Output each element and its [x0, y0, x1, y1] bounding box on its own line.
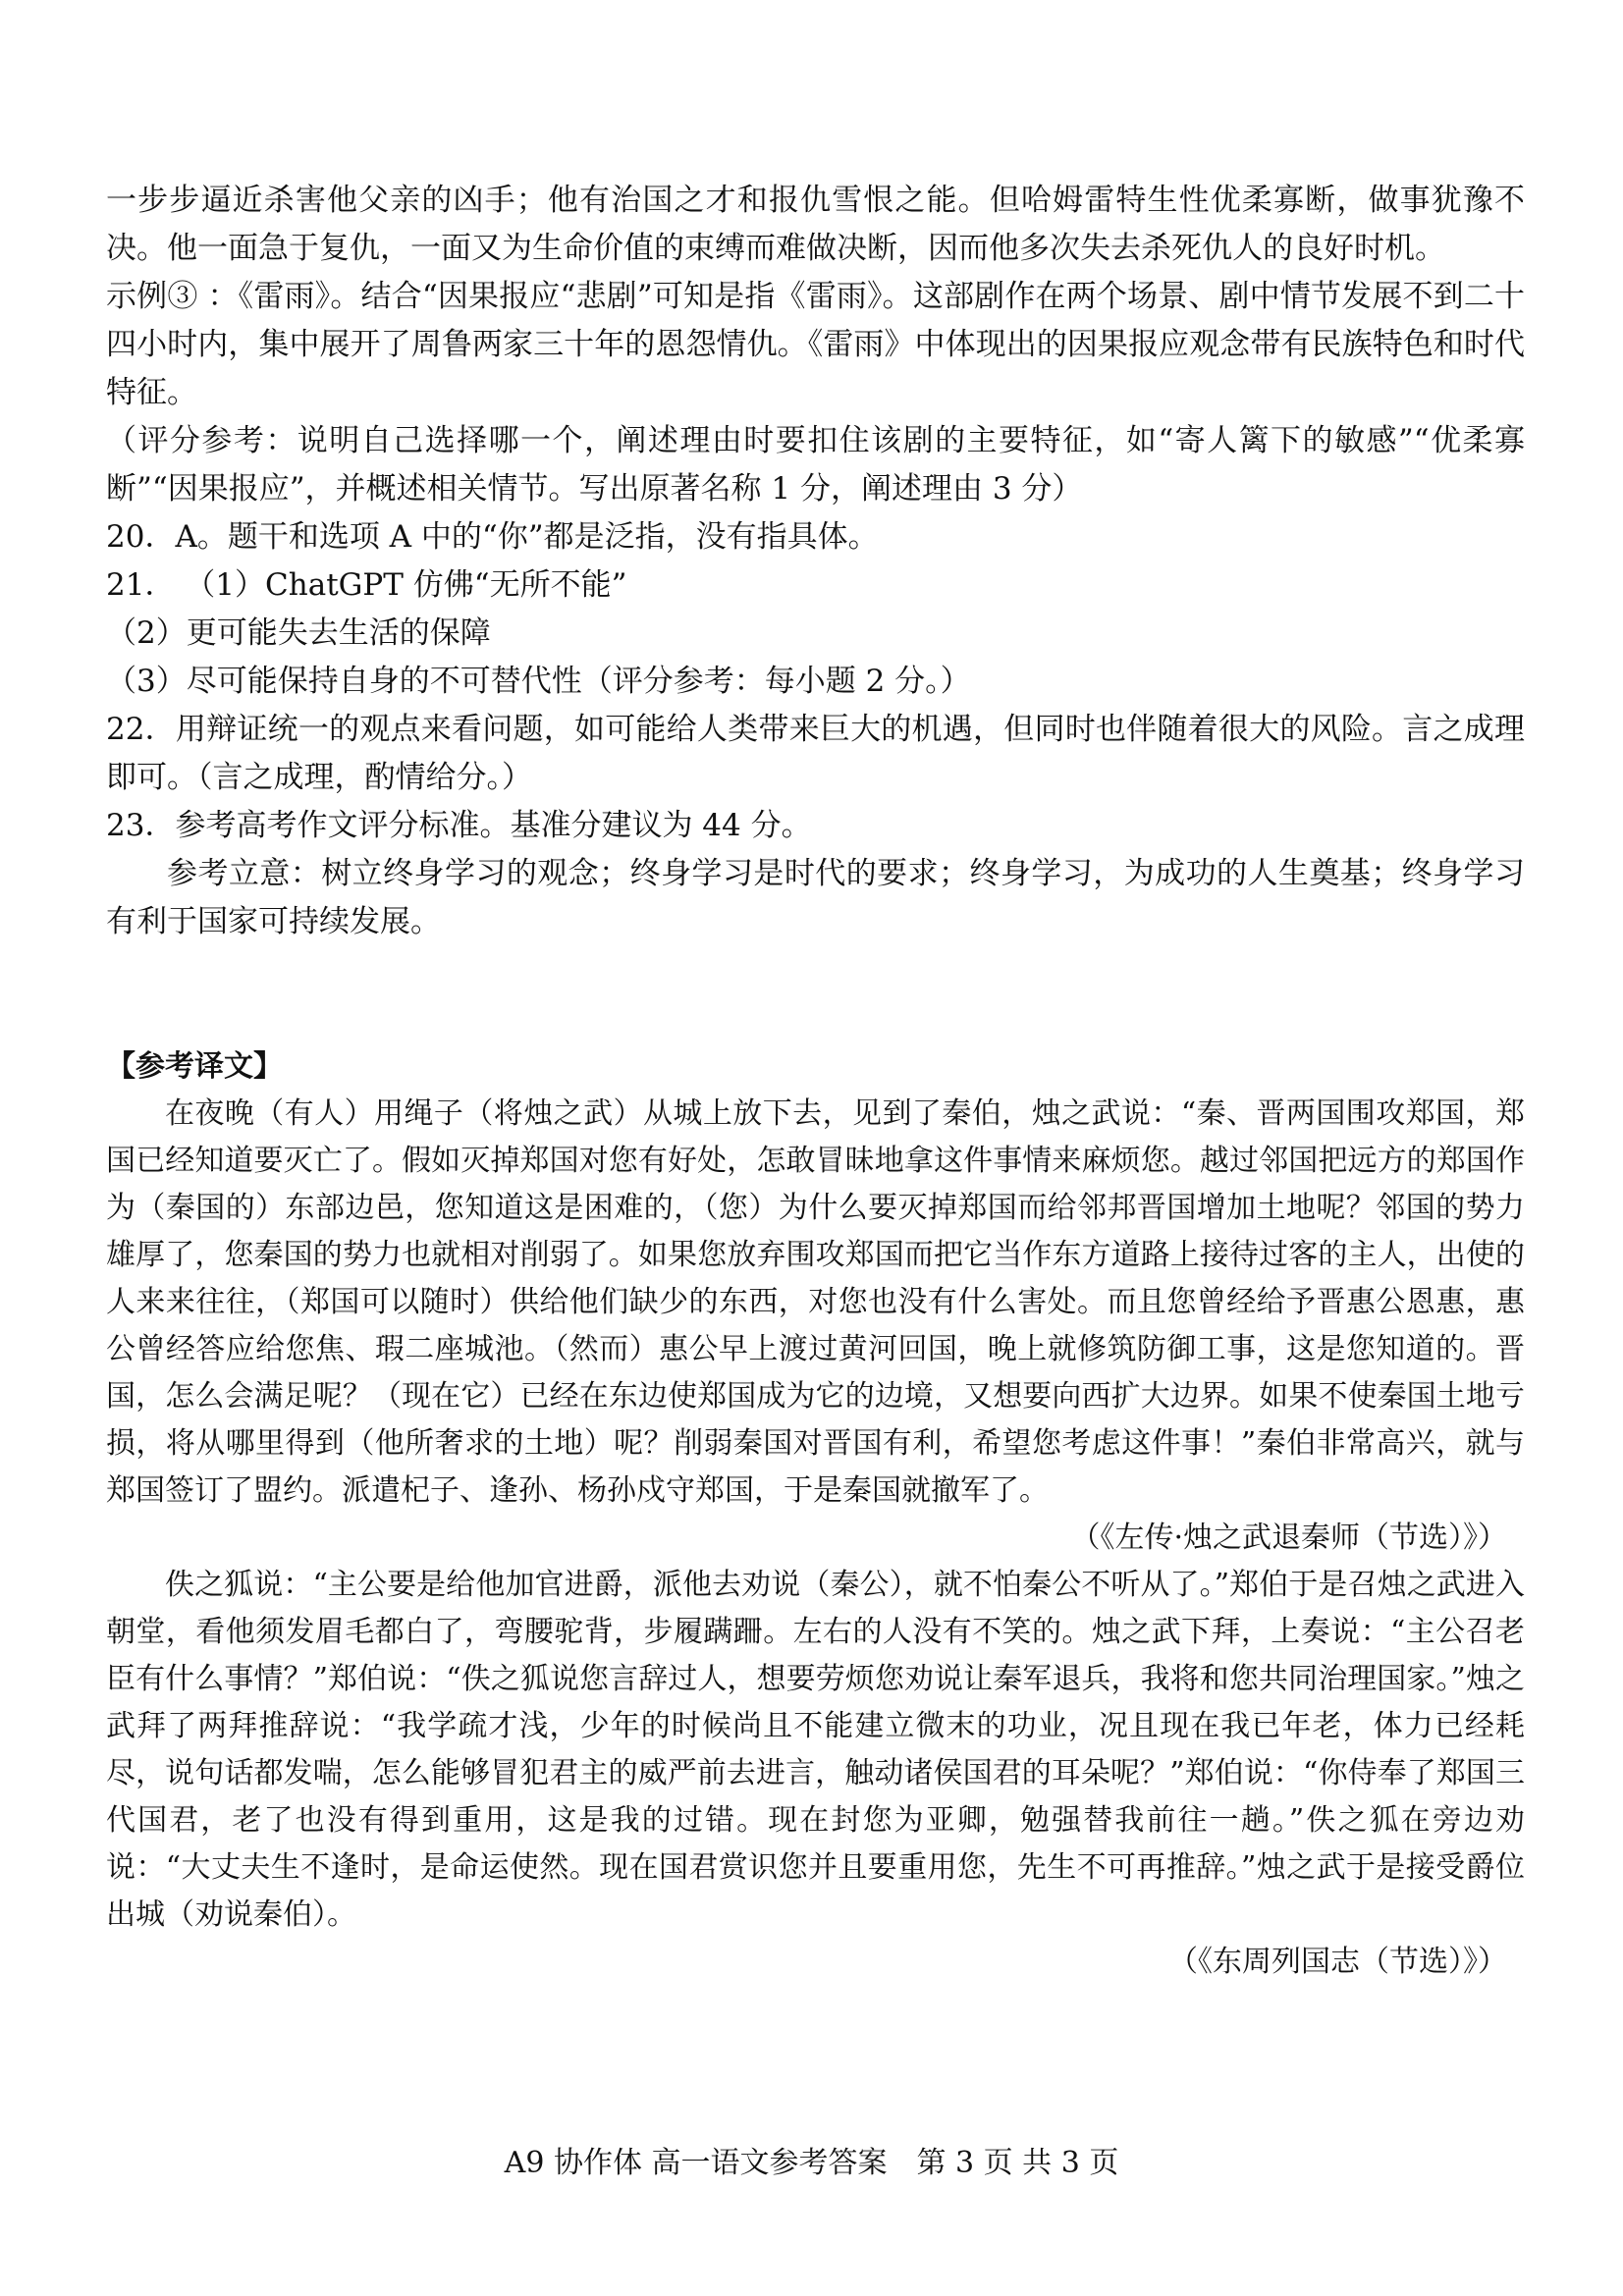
answer-21-part-1: 21． （1）ChatGPT 仿佛“无所不能” [106, 567, 627, 603]
answer-20: 20．A。题干和选项 A 中的“你”都是泛指，没有指具体。 [106, 519, 879, 555]
page-footer: A9 协作体 高一语文参考答案 第 3 页 共 3 页 [504, 2146, 1119, 2180]
answer-23-ideas: 参考立意：树立终身学习的观念；终身学习是时代的要求；终身学习，为成功的人生奠基；终身学习有利于国家可持续发展。 [106, 856, 1525, 939]
answer-19-example-3: 示例③ ：《雷雨》。结合“因果报应“悲剧”可知是指《雷雨》。这部剧作在两个场景、剧中情节发展不到二十四小时内，集中展开了周鲁两家三十年的恩怨情仇。《雷雨》中体现出的因果报应观念带有民族特色和时代特征。 [106, 279, 1525, 410]
answer-23: 23．参考高考作文评分标准。基准分建议为 44 分。 [106, 808, 812, 843]
translation-heading: 【参考译文】 [106, 1049, 283, 1084]
translation-citation-1: （《左传·烛之武退秦师（节选）》） [1070, 1521, 1507, 1555]
translation-paragraph-2: 佚之狐说：“主公要是给他加官进爵，派他去劝说（秦公），就不怕秦公不听从了。”郑伯于是召烛之武进入朝堂，看他须发眉毛都白了，弯腰驼背，步履蹒跚。左右的人没有不笑的。烛之武下拜，上奏说：“主公召老臣有什么事情？”郑伯说：“佚之狐说您言辞过人，想要劳烦您劝说让秦军退兵，我将和您共同治理国家。”烛之武拜了两拜推辞说：“我学疏才浅，少年的时候尚且不能建立微末的功业，况且现在我已年老，体力已经耗尽，说句话都发喘，怎么能够冒犯君主的威严前去进言，触动诸侯国君的耳朵呢？”郑伯说：“你侍奉了郑国三代国君，老了也没有得到重用，这是我的过错。现在封您为亚卿，勉强替我前往一趟。”佚之狐在旁边劝说：“大丈夫生不逢时，是命运使然。现在国君赏识您并且要重用您，先生不可再推辞。”烛之武于是接受爵位出城（劝说秦伯）。 [106, 1568, 1525, 1932]
translation-paragraph-1: 在夜晚（有人）用绳子（将烛之武）从城上放下去，见到了秦伯，烛之武说：“秦、晋两国围攻郑国，郑国已经知道要灭亡了。假如灭掉郑国对您有好处，怎敢冒昧地拿这件事情来麻烦您。越过邻国把远方的郑国作为（秦国的）东部边邑，您知道这是困难的，（您）为什么要灭掉郑国而给邻邦晋国增加土地呢？邻国的势力雄厚了，您秦国的势力也就相对削弱了。如果您放弃围攻郑国而把它当作东方道路上接待过客的主人，出使的人来来往往，（郑国可以随时）供给他们缺少的东西，对您也没有什么害处。而且您曾经给予晋惠公恩惠，惠公曾经答应给您焦、瑕二座城池。（然而）惠公早上渡过黄河回国，晚上就修筑防御工事，这是您知道的。晋国，怎么会满足呢？（现在它）已经在东边使郑国成为它的边境，又想要向西扩大边界。如果不使秦国土地亏损，将从哪里得到（他所奢求的土地）呢？削弱秦国对晋国有利，希望您考虑这件事！”秦伯非常高兴，就与郑国签订了盟约。派遣杞子、逢孙、杨孙戍守郑国，于是秦国就撤军了。 [106, 1096, 1525, 1508]
section-gap [106, 946, 1525, 1042]
answer-22: 22．用辩证统一的观点来看问题，如可能给人类带来巨大的机遇，但同时也伴随着很大的风险。言之成理即可。（言之成理，酌情给分。） [106, 712, 1525, 795]
answer-19-scoring-note: （评分参考：说明自己选择哪一个，阐述理由时要扣住该剧的主要特征，如“寄人篱下的敏感”“优柔寡断”“因果报应”，并概述相关情节。写出原著名称 1 分，阐述理由 3 分） [106, 423, 1525, 507]
answer-19-continuation: 一步步逼近杀害他父亲的凶手；他有治国之才和报仇雪恨之能。但哈姆雷特生性优柔寡断，做事犹豫不决。他一面急于复仇，一面又为生命价值的束缚而难做决断，因而他多次失去杀死仇人的良好时机。 [106, 183, 1525, 266]
answer-21-part-2: （2）更可能失去生活的保障 [106, 615, 491, 651]
answer-21-part-3: （3）尽可能保持自身的不可替代性（评分参考：每小题 2 分。） [106, 664, 971, 699]
translation-citation-2: （《东周列国志（节选）》） [1168, 1945, 1507, 1979]
